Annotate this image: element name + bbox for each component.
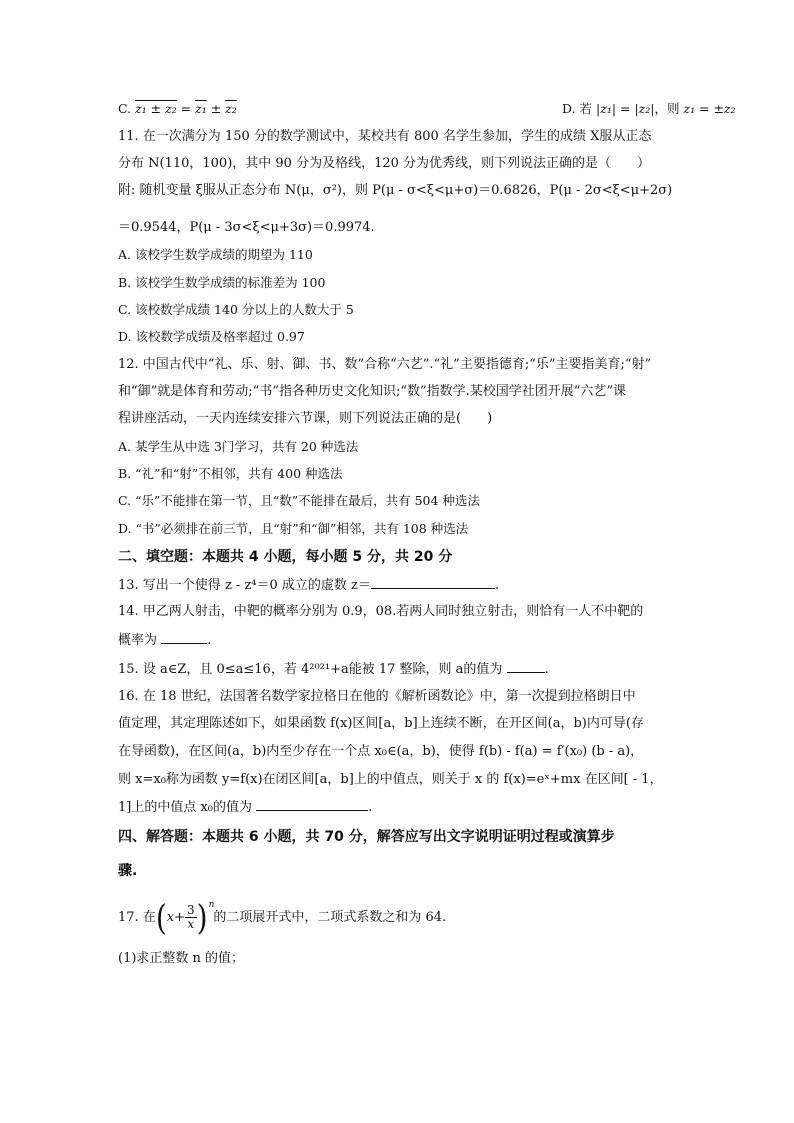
left-paren: (	[155, 896, 167, 938]
q16-text: 1]上的中值点 x₀的值为	[118, 800, 253, 815]
q14-answer-blank[interactable]	[161, 631, 207, 644]
q12-option-a: A. 某学生从中选 3门学习，共有 20 种选法	[118, 439, 359, 454]
q13-line	[118, 576, 688, 595]
q11-option-b: B. 该校学生数学成绩的标准差为 100	[118, 275, 326, 290]
q14-line-1: 14. 甲乙两人射击，中靶的概率分别为 0.9，08.若两人同时独立射击，则恰有一人不中靶的	[118, 604, 644, 619]
conjugate-sum: z₁ ± z₂	[135, 101, 177, 116]
q12-option-c: C. “乐”不能排在第一节，且“数”不能排在最后，共有 504 种选法	[118, 493, 480, 508]
q13-period: .	[494, 578, 500, 593]
q17-stem	[118, 896, 688, 938]
equals: =	[176, 101, 196, 116]
fraction-numerator: 3	[187, 903, 195, 917]
q11-note-line-2: ＝0.9544，P(μ - 3σ<ξ<μ+3σ)＝0.9974.	[118, 220, 375, 235]
q11-option-a: A. 该校学生数学成绩的期望为 110	[118, 247, 313, 262]
var-x: x	[166, 910, 175, 925]
q15-period: .	[544, 662, 549, 677]
q17-part-1: (1)求正整数 n 的值；	[118, 951, 245, 966]
section-fill-in-heading: 二、填空题：本题共 4 小题，每小题 5 分，共 20 分	[118, 549, 453, 565]
then-text: ，则	[654, 101, 680, 116]
q14-period: .	[207, 633, 212, 648]
plus-minus: ±	[206, 101, 226, 116]
q16-answer-blank[interactable]	[256, 798, 368, 811]
q16-line-3: 在导函数)，在区间(a，b)内至少存在一个点 x₀∈(a，b)，使得 f(b) - f(a) = f′(x₀) (b - a)，	[118, 744, 644, 759]
conjugate-z1: z₁	[195, 101, 207, 116]
q12-stem-line-3: 程讲座活动，一天内连续安排六节课，则下列说法正确的是( )	[118, 411, 493, 426]
q11-stem-line-2: 分布 N(110，100)，其中 90 分为及格线，120 分为优秀线，则下列说法正确的是（ ）	[118, 156, 651, 171]
q11-stem-line-1: 11. 在一次满分为 150 分的数学测试中，某校共有 800 名学生参加，学生的成绩 X服从正态	[118, 129, 652, 144]
option-label: D. 若	[562, 101, 593, 116]
option-label: C.	[118, 101, 132, 116]
q17-suffix: 的二项展开式中，二项式系数之和为 64.	[213, 910, 447, 925]
q15-line	[118, 660, 688, 679]
q11-option-c: C. 该校数学成绩 140 分以上的人数大于 5	[118, 302, 354, 317]
q13-text: 13. 写出一个使得 z - z⁴＝0 成立的虚数 z＝	[118, 578, 371, 593]
q16-line-5	[118, 798, 688, 817]
section-answer-heading-line-2: 骤.	[118, 863, 138, 879]
q11-note-line-1: 附: 随机变量 ξ服从正态分布 N(μ，σ²)，则 P(μ - σ<ξ<μ+σ)＝0.6826，P(μ - 2σ<ξ<μ+2σ)	[118, 183, 673, 198]
q13-answer-blank[interactable]	[371, 576, 495, 589]
q15-answer-blank[interactable]	[507, 660, 545, 673]
fraction-denominator: x	[187, 917, 195, 931]
conjugate-z2: z₂	[225, 101, 237, 116]
q14-text: 概率为	[118, 633, 158, 648]
q16-line-1: 16. 在 18 世纪，法国著名数学家拉格日在他的《解析函数论》中，第一次提到拉格朗日中	[118, 689, 636, 704]
plus-sign: +	[174, 910, 185, 925]
exponent-n: n	[208, 900, 215, 910]
section-answer-heading-line-1: 四、解答题：本题共 6 小题，共 70 分，解答应写出文字说明证明过程或演算步	[118, 829, 615, 845]
q11-option-d: D. 该校数学成绩及格率超过 0.97	[118, 329, 305, 344]
result-expr: z₁ = ±z₂	[683, 101, 736, 116]
q16-line-4: 则 x=x₀称为函数 y=f(x)在闭区间[a，b]上的中值点，则关于 x 的 f(x)=eˣ+mx 在区间[ - 1，	[118, 772, 663, 787]
q10-option-d	[562, 100, 736, 118]
q12-option-d: D. “书”必须排在前三节，且“射”和“御”相邻，共有 108 种选法	[118, 521, 469, 536]
fraction-3-over-x	[185, 904, 197, 931]
modulus-equality: |z₁| = |z₂|	[596, 101, 655, 116]
right-paren: )	[196, 896, 208, 938]
q15-text: 15. 设 a∈Z，且 0≤a≤16，若 4²⁰²¹+a能被 17 整除，则 a的值为	[118, 662, 503, 677]
q16-period: .	[368, 800, 373, 815]
q12-stem-line-1: 12. 中国古代中“礼、乐、射、御、书、数”合称“六艺”.“礼”主要指德育;“乐”主要指美育;“射”	[118, 357, 652, 372]
q12-stem-line-2: 和“御”就是体育和劳动;“书”指各种历史文化知识;“数”指数学.某校国学社团开展“六艺”课	[118, 384, 627, 399]
q17-prefix: 17. 在	[118, 910, 156, 925]
q16-line-2: 值定理，其定理陈述如下，如果函数 f(x)区间[a，b]上连续不断，在开区间(a，b)内可导(存	[118, 716, 644, 731]
q14-line-2	[118, 631, 688, 650]
q12-option-b: B. “礼”和“射”不相邻，共有 400 种选法	[118, 466, 343, 481]
q10-option-c	[118, 100, 736, 118]
